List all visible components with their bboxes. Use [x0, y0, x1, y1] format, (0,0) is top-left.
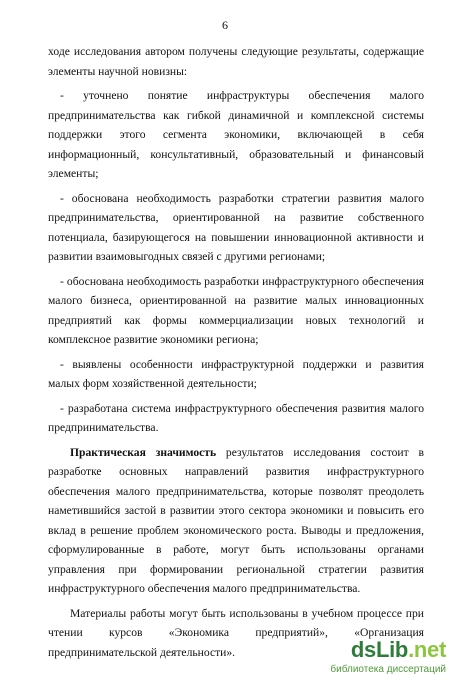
document-body: [48, 42, 424, 667]
list-item: - уточнено понятие инфраструктуры обеспечения малого предпринимательства как гибкой динамичной и комплексной системы поддержки этого сегмента экономики, включающей в себя информационный, консультативный, образовательный и финансовый элементы;: [48, 89, 424, 180]
logo-brand-tld: .net: [408, 637, 446, 662]
practical-significance-text: результатов исследования состоит в разработке основных направлений развития инфраструктурного обеспечения малого предпринимательства, которые позволят преодолеть наметившийся застой в развитии этого сектора экономики и повысить его вклад в решение проблем экономического роста. Выводы и предложения, сформулированные в работе, могут быть использованы органами управления при формировании региональной стратегии развития инфраструктурного обеспечения малого предпринимательства.: [48, 445, 424, 595]
list-item: - обоснована необходимость разработки инфраструктурного обеспечения малого бизнеса, ориентированной на развитие малых инновационных предприятий как формы коммерциализации новых технологий и комплексное развитие экономики региона;: [48, 274, 424, 346]
dslib-watermark-logo: [330, 637, 446, 681]
paragraph-materials: Материалы работы могут быть использованы в учебном процессе при чтении курсов «Экономика предприятий», «Организация предпринимательской деятельности».: [48, 606, 424, 659]
logo-brand: [351, 637, 446, 663]
logo-tagline: библиотека диссертаций: [330, 664, 446, 675]
practical-significance-heading: Практическая значимость: [70, 445, 217, 459]
list-item: - выявлены особенности инфраструктурной поддержки и развития малых форм хозяйственной деятельности;: [48, 357, 424, 390]
list-item: - обоснована необходимость разработки стратегии развития малого предпринимательства, ориентированной на развитие собственного потенциала, базирующегося на повышении инновационной активности и развитии взаимовыгодных связей с другими регионами;: [48, 191, 424, 263]
page-number: 6: [222, 18, 228, 32]
paragraph-practical-significance: [48, 443, 424, 599]
paragraph-intro: ходе исследования автором получены следующие результаты, содержащие элементы научной новизны:: [48, 45, 424, 78]
list-item: - разработана система инфраструктурного обеспечения развития малого предпринимательства.: [48, 401, 424, 434]
logo-brand-main: dsLib: [350, 637, 409, 662]
